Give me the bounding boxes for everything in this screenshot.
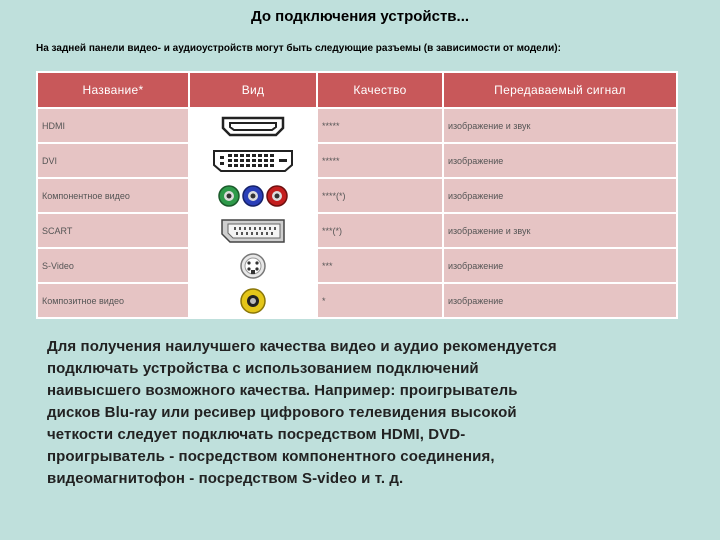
row-signal: изображение	[444, 249, 676, 282]
paragraph-line: наивысшего возможного качества. Например: проигрыватель	[47, 382, 518, 399]
row-name: Компонентное видео	[38, 179, 188, 212]
column-header-name: Название*	[38, 73, 188, 107]
dvi-connector-icon	[212, 149, 294, 173]
table-row	[38, 284, 676, 317]
component-rca-connectors-icon	[217, 184, 289, 208]
table-header-row	[38, 73, 676, 107]
paragraph-line: видеомагнитофон - посредством S-video и т. д.	[47, 470, 404, 487]
connectors-table-wrap	[36, 71, 676, 319]
hdmi-connector-icon	[220, 115, 286, 137]
table-row	[38, 179, 676, 212]
table-row	[38, 109, 676, 142]
paragraph-line: проигрыватель - посредством компонентного соединения,	[47, 448, 495, 465]
page-title: До подключения устройств...	[250, 8, 470, 25]
table-row	[38, 144, 676, 177]
row-name: SCART	[38, 214, 188, 247]
column-header-quality: Качество	[318, 73, 442, 107]
row-name: DVI	[38, 144, 188, 177]
row-signal: изображение и звук	[444, 109, 676, 142]
paragraph-line: Для получения наилучшего качества видео и аудио рекомендуется	[47, 338, 557, 355]
page-subtitle: На задней панели видео- и аудиоустройств могут быть следующие разъемы (в зависимости от модели):	[36, 43, 561, 54]
row-quality: ***	[318, 249, 442, 282]
paragraph-line: подключать устройства с использованием подключений	[47, 360, 479, 377]
row-signal: изображение	[444, 144, 676, 177]
recommendation-paragraph	[47, 336, 687, 490]
row-quality: *****	[318, 109, 442, 142]
row-quality: *****	[318, 144, 442, 177]
row-signal: изображение	[444, 179, 676, 212]
scart-connector-icon	[220, 218, 286, 244]
svideo-connector-icon	[239, 252, 267, 280]
column-header-signal: Передаваемый сигнал	[444, 73, 676, 107]
row-signal: изображение и звук	[444, 214, 676, 247]
row-quality: *	[318, 284, 442, 317]
row-quality: ****(*)	[318, 179, 442, 212]
connectors-table	[36, 71, 678, 319]
composite-rca-connector-icon	[239, 287, 267, 315]
paragraph-line: дисков Blu-ray или ресивер цифрового телевидения высокой	[47, 404, 517, 421]
row-signal: изображение	[444, 284, 676, 317]
row-name: Композитное видео	[38, 284, 188, 317]
row-name: HDMI	[38, 109, 188, 142]
table-row	[38, 214, 676, 247]
paragraph-line: четкости следует подключать посредством HDMI, DVD-	[47, 426, 466, 443]
row-name: S-Video	[38, 249, 188, 282]
table-row	[38, 249, 676, 282]
column-header-view: Вид	[190, 73, 316, 107]
row-quality: ***(*)	[318, 214, 442, 247]
